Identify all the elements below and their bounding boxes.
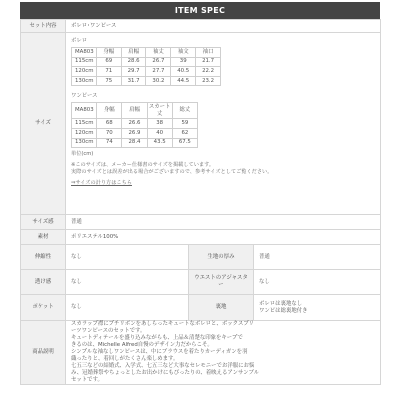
table-cell: 28.6 — [121, 57, 146, 67]
table-cell: 115cm — [72, 57, 97, 67]
dress-header-cell: スカート丈 — [148, 103, 171, 117]
dress-header-cell: 身幅 — [97, 103, 122, 119]
table-cell: 71 — [96, 67, 121, 77]
table-cell: 74 — [97, 138, 122, 148]
table-cell: 38 — [147, 119, 172, 129]
description-text — [66, 321, 381, 385]
dress-row — [72, 128, 198, 138]
waist-adjuster-value: なし — [254, 270, 381, 295]
bolero-row — [72, 57, 221, 67]
sheer-value: なし — [66, 270, 189, 295]
lining-bolero-text: ボレロは裏地なし — [259, 300, 303, 307]
material-label: 素材 — [21, 230, 66, 245]
pocket-value: なし — [66, 295, 189, 321]
description-row — [21, 321, 381, 385]
dress-title: ワンピース — [71, 93, 98, 100]
table-cell: 115cm — [72, 119, 97, 129]
dress-row — [72, 138, 198, 148]
lining-dress-text: ワンピは総裏地付き — [259, 307, 308, 314]
set-label: セット内容 — [21, 20, 66, 33]
description-line: ーツワンピースのセットです。 — [71, 328, 146, 334]
description-line: シンプルな袖なしワンピースは、中にブラウスを着たりカーディガンを羽 — [71, 349, 248, 355]
size-cell — [66, 33, 381, 215]
bolero-header-cell: 身幅 — [96, 48, 121, 58]
description-line: 織ったりと、着回しがたくさん楽しめます。 — [71, 356, 179, 362]
table-cell: 31.7 — [121, 76, 146, 86]
set-row — [21, 20, 381, 33]
description-line: 七五三などの結婚式、入学式、七五三など大事なセレモニーでお洋服にお悩 — [71, 363, 255, 369]
thickness-label: 生地の厚み — [189, 245, 254, 270]
lining-value — [254, 295, 381, 321]
bolero-header-cell: 袖文 — [171, 48, 196, 58]
pocket-row — [21, 295, 381, 321]
thickness-value: 普通 — [254, 245, 381, 270]
bolero-header-cell: 袖丈 — [146, 48, 171, 58]
dress-header-row — [72, 103, 198, 119]
table-cell: 67.5 — [172, 138, 197, 148]
description-line: きるのは、Michelle Alfred自慢のデザイン力だからこそ。 — [71, 342, 213, 348]
dress-size-table — [71, 102, 198, 148]
description-line: キュートディテールを盛り込みながらも、上品＆清楚な印象をキープで — [71, 335, 243, 341]
spec-table — [20, 19, 381, 385]
table-cell: 59 — [172, 119, 197, 129]
table-cell: 26.6 — [122, 119, 147, 129]
table-cell: 75 — [96, 76, 121, 86]
dress-row — [72, 119, 198, 129]
bolero-size-table — [71, 47, 221, 86]
lining-label: 裏地 — [189, 295, 254, 321]
table-cell: 120cm — [72, 128, 97, 138]
table-cell: 130cm — [72, 138, 97, 148]
description-line: み、冠婚葬祭やちょっとしたお出かけにもぴったりの、着映えるアンサンブル — [71, 370, 260, 376]
table-cell: 30.2 — [146, 76, 171, 86]
table-cell: 23.2 — [196, 76, 221, 86]
table-cell: 68 — [97, 119, 122, 129]
table-cell: 29.7 — [121, 67, 146, 77]
stretch-label: 伸縮性 — [21, 245, 66, 270]
waist-adjuster-label: ウエストのアジャスター — [189, 270, 254, 295]
dress-header-cell: 肩幅 — [122, 103, 147, 119]
size-label: サイズ — [21, 33, 66, 215]
table-cell: 43.5 — [147, 138, 172, 148]
table-cell: 70 — [97, 128, 122, 138]
size-guide-link[interactable]: ⇒サイズの計り方はこちら — [71, 180, 132, 187]
set-value: ボレロ･ワンピース — [66, 20, 381, 33]
description-line: スカラップ襟にプチリボンをあしらったキュートなボレロと、ボックスプリ — [71, 321, 254, 327]
table-cell: 21.7 — [196, 57, 221, 67]
size-row — [21, 33, 381, 215]
table-cell: 40.5 — [171, 67, 196, 77]
bolero-header-cell: 袖口 — [196, 48, 221, 58]
bolero-title: ボレロ — [71, 38, 88, 44]
table-cell: 40 — [147, 128, 172, 138]
table-cell: 26.9 — [122, 128, 147, 138]
material-row — [21, 230, 381, 245]
fit-row — [21, 215, 381, 230]
bolero-row — [72, 76, 221, 86]
stretch-row — [21, 245, 381, 270]
dress-header-cell: 総丈 — [172, 103, 197, 119]
description-line: セットです。 — [71, 377, 103, 383]
table-cell: 130cm — [72, 76, 97, 86]
size-note-1: ※このサイズは、メーカー仕様書のサイズを掲載しています。 — [71, 162, 215, 169]
table-cell: 44.5 — [171, 76, 196, 86]
table-cell: 28.4 — [122, 138, 147, 148]
bolero-row — [72, 67, 221, 77]
table-cell: 69 — [96, 57, 121, 67]
pocket-label: ポケット — [21, 295, 66, 321]
unit-text: 単位(cm) — [71, 151, 94, 158]
table-cell: 22.2 — [196, 67, 221, 77]
size-note-2: 実際のサイズとは誤差が出る場合がございますので、参考サイズとしてご覧ください。 — [71, 169, 273, 176]
bolero-header-cell: 肩幅 — [121, 48, 146, 58]
table-cell: 62 — [172, 128, 197, 138]
table-cell: 39 — [171, 57, 196, 67]
sheer-label: 透け感 — [21, 270, 66, 295]
bolero-header-row — [72, 48, 221, 58]
description-label: 商品説明 — [21, 321, 66, 385]
dress-header-cell: MA803 — [72, 103, 97, 119]
table-cell: 120cm — [72, 67, 97, 77]
stretch-value: なし — [66, 245, 189, 270]
bolero-header-cell: MA803 — [72, 48, 97, 58]
material-value: ポリエステル100% — [66, 230, 381, 245]
fit-value: 普通 — [66, 215, 381, 230]
sheer-row — [21, 270, 381, 295]
fit-label: サイズ感 — [21, 215, 66, 230]
table-cell: 26.7 — [146, 57, 171, 67]
table-cell: 27.7 — [146, 67, 171, 77]
item-spec-header: ITEM SPEC — [20, 2, 380, 19]
